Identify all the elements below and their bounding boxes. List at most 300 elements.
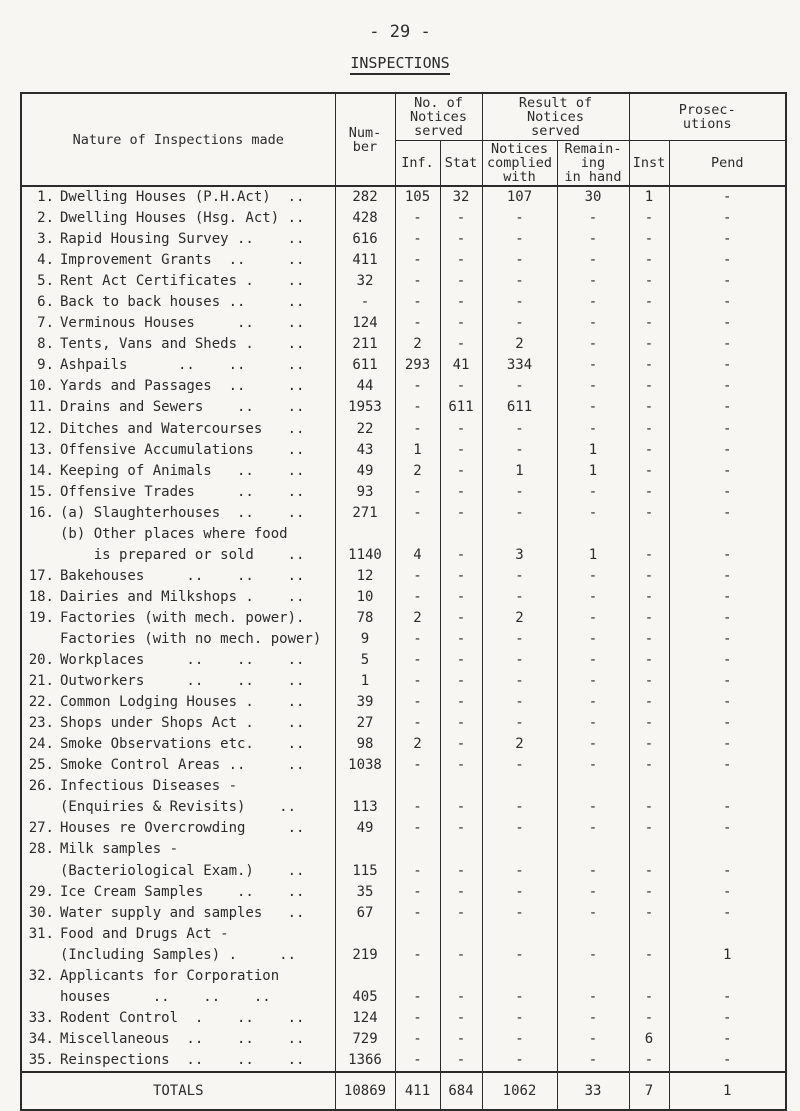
row-nature (21, 524, 335, 545)
row-pend: - (669, 419, 786, 440)
header-result-of-notices: Result of Notices served (482, 93, 629, 141)
title-text: INSPECTIONS (350, 54, 449, 75)
row-number: 98 (335, 734, 395, 755)
row-complied: - (482, 650, 557, 671)
row-remaining: - (557, 271, 629, 292)
row-nature (21, 650, 335, 671)
row-pend: - (669, 250, 786, 271)
row-stat: - (440, 734, 482, 755)
row-number: 39 (335, 692, 395, 713)
table-row (21, 587, 786, 608)
row-stat: 32 (440, 186, 482, 208)
row-label: Ditches and Watercourses .. (60, 420, 305, 437)
row-pend: - (669, 566, 786, 587)
row-remaining: - (557, 587, 629, 608)
row-number: 27 (335, 713, 395, 734)
row-complied: 2 (482, 734, 557, 755)
row-pend: - (669, 734, 786, 755)
row-number: 5 (335, 650, 395, 671)
row-nature (21, 229, 335, 250)
row-pend: - (669, 818, 786, 839)
row-complied: - (482, 1008, 557, 1029)
row-label: (Including Samples) . .. (60, 946, 297, 963)
row-index: 8. (37, 336, 54, 353)
row-inst: - (629, 587, 669, 608)
row-index: 11. (28, 399, 54, 416)
row-nature (21, 1008, 335, 1029)
header-stat: Stat (440, 141, 482, 187)
row-inst: - (629, 566, 669, 587)
row-inf (395, 524, 440, 545)
row-nature (21, 461, 335, 482)
row-label: Offensive Trades .. .. (60, 483, 305, 500)
row-nature (21, 419, 335, 440)
row-pend (669, 966, 786, 987)
row-stat: - (440, 229, 482, 250)
table-row (21, 608, 786, 629)
row-nature (21, 334, 335, 355)
row-remaining: - (557, 1050, 629, 1072)
row-nature (21, 629, 335, 650)
row-stat: - (440, 376, 482, 397)
row-nature (21, 587, 335, 608)
row-remaining: - (557, 1008, 629, 1029)
row-number: 49 (335, 818, 395, 839)
row-inst: - (629, 440, 669, 461)
row-inf: - (395, 987, 440, 1008)
row-number: 35 (335, 882, 395, 903)
row-remaining (557, 966, 629, 987)
row-index: 17. (28, 567, 54, 584)
row-complied: - (482, 755, 557, 776)
row-number: 44 (335, 376, 395, 397)
row-complied (482, 839, 557, 860)
row-inst: - (629, 271, 669, 292)
row-remaining: 1 (557, 461, 629, 482)
row-complied: - (482, 861, 557, 882)
row-inst: 6 (629, 1029, 669, 1050)
row-remaining: - (557, 229, 629, 250)
row-stat: - (440, 503, 482, 524)
row-inf: - (395, 376, 440, 397)
row-index: 35. (28, 1051, 54, 1068)
row-stat: - (440, 482, 482, 503)
row-number: 12 (335, 566, 395, 587)
row-inst: - (629, 818, 669, 839)
row-label: Offensive Accumulations .. (60, 441, 305, 458)
row-number: 211 (335, 334, 395, 355)
row-nature (21, 186, 335, 208)
row-inf: - (395, 945, 440, 966)
table-row (21, 671, 786, 692)
row-index: 27. (28, 820, 54, 837)
row-pend: - (669, 629, 786, 650)
row-pend: - (669, 755, 786, 776)
row-index: 30. (28, 904, 54, 921)
row-remaining: - (557, 987, 629, 1008)
row-pend (669, 524, 786, 545)
row-label: Smoke Control Areas .. .. (60, 757, 305, 774)
row-label: Outworkers .. .. .. (60, 673, 305, 690)
row-label: Dairies and Milkshops . .. (60, 588, 305, 605)
row-inf: - (395, 566, 440, 587)
row-nature (21, 692, 335, 713)
row-pend: - (669, 397, 786, 418)
row-remaining: - (557, 755, 629, 776)
row-number (335, 776, 395, 797)
row-label: Rodent Control . .. .. (60, 1009, 305, 1026)
row-nature (21, 566, 335, 587)
row-nature (21, 1050, 335, 1072)
row-inst: - (629, 608, 669, 629)
row-nature (21, 313, 335, 334)
row-remaining: - (557, 1029, 629, 1050)
row-label: houses .. .. .. (60, 988, 271, 1005)
row-pend: - (669, 587, 786, 608)
row-stat: - (440, 987, 482, 1008)
row-remaining: - (557, 713, 629, 734)
row-remaining: - (557, 250, 629, 271)
row-complied: - (482, 671, 557, 692)
row-complied: 107 (482, 186, 557, 208)
table-row (21, 397, 786, 418)
row-remaining: - (557, 797, 629, 818)
row-inf: - (395, 229, 440, 250)
row-nature (21, 1029, 335, 1050)
row-number (335, 966, 395, 987)
table-row (21, 713, 786, 734)
row-stat: - (440, 334, 482, 355)
row-label: Bakehouses .. .. .. (60, 567, 305, 584)
row-complied: - (482, 587, 557, 608)
row-inf (395, 924, 440, 945)
row-stat (440, 524, 482, 545)
row-nature (21, 482, 335, 503)
row-index: 10. (28, 378, 54, 395)
row-complied: - (482, 1029, 557, 1050)
table-row (21, 734, 786, 755)
row-stat: - (440, 629, 482, 650)
row-inst: - (629, 797, 669, 818)
row-index: 3. (37, 231, 54, 248)
row-complied: - (482, 419, 557, 440)
row-pend: - (669, 1029, 786, 1050)
table-row (21, 797, 786, 818)
table-row (21, 692, 786, 713)
row-stat: 611 (440, 397, 482, 418)
row-number: 616 (335, 229, 395, 250)
row-label: (a) Slaughterhouses .. .. (60, 504, 305, 521)
row-complied: - (482, 882, 557, 903)
row-number: 67 (335, 903, 395, 924)
row-number: 219 (335, 945, 395, 966)
row-index: 22. (28, 694, 54, 711)
row-stat: - (440, 797, 482, 818)
row-remaining: - (557, 945, 629, 966)
row-number: 1366 (335, 1050, 395, 1072)
row-index: 25. (28, 757, 54, 774)
row-remaining: - (557, 566, 629, 587)
row-stat: - (440, 271, 482, 292)
row-pend: - (669, 208, 786, 229)
row-nature (21, 903, 335, 924)
row-number: 9 (335, 629, 395, 650)
table-row (21, 271, 786, 292)
row-remaining: 30 (557, 186, 629, 208)
row-number: 405 (335, 987, 395, 1008)
row-complied: - (482, 292, 557, 313)
row-remaining (557, 776, 629, 797)
row-label: Factories (with mech. power). (60, 609, 305, 626)
row-complied (482, 924, 557, 945)
row-index: 13. (28, 441, 54, 458)
table-row (21, 987, 786, 1008)
row-index: 7. (37, 315, 54, 332)
row-label: Milk samples - (60, 841, 179, 858)
row-index: 21. (28, 673, 54, 690)
row-inst (629, 924, 669, 945)
table-row (21, 650, 786, 671)
row-nature (21, 208, 335, 229)
row-stat: - (440, 818, 482, 839)
row-label: Rent Act Certificates . .. (60, 273, 305, 290)
header-number: Num- ber (335, 93, 395, 186)
row-inst: - (629, 545, 669, 566)
row-remaining: - (557, 355, 629, 376)
row-nature (21, 271, 335, 292)
table-row (21, 250, 786, 271)
row-inf: - (395, 208, 440, 229)
row-remaining: - (557, 313, 629, 334)
row-inst: - (629, 376, 669, 397)
table-header (21, 93, 786, 186)
row-inf: 2 (395, 334, 440, 355)
row-complied (482, 524, 557, 545)
row-number: 1038 (335, 755, 395, 776)
row-pend: - (669, 545, 786, 566)
row-inst: - (629, 482, 669, 503)
row-number: 43 (335, 440, 395, 461)
row-pend: - (669, 608, 786, 629)
row-inst: - (629, 397, 669, 418)
row-remaining: - (557, 903, 629, 924)
row-inf: 2 (395, 734, 440, 755)
row-complied: - (482, 229, 557, 250)
table-row (21, 545, 786, 566)
row-pend: - (669, 987, 786, 1008)
row-stat: - (440, 1029, 482, 1050)
row-index: 20. (28, 652, 54, 669)
row-pend: - (669, 797, 786, 818)
table-row (21, 461, 786, 482)
row-stat: 41 (440, 355, 482, 376)
row-complied: 3 (482, 545, 557, 566)
row-inf: - (395, 818, 440, 839)
row-index: 23. (28, 715, 54, 732)
row-inf: - (395, 755, 440, 776)
row-remaining: 1 (557, 545, 629, 566)
table-row (21, 186, 786, 208)
row-index: 12. (28, 420, 54, 437)
totals-stat: 684 (440, 1072, 482, 1110)
row-label: (Enquiries & Revisits) .. (60, 799, 297, 816)
row-inst: - (629, 208, 669, 229)
row-number: 93 (335, 482, 395, 503)
table-row (21, 208, 786, 229)
row-nature (21, 503, 335, 524)
row-stat: - (440, 861, 482, 882)
row-complied: - (482, 271, 557, 292)
row-stat (440, 966, 482, 987)
row-number: 729 (335, 1029, 395, 1050)
row-complied: 334 (482, 355, 557, 376)
row-nature (21, 882, 335, 903)
row-complied: - (482, 903, 557, 924)
row-inf: - (395, 397, 440, 418)
row-complied: - (482, 713, 557, 734)
row-inf: - (395, 271, 440, 292)
row-complied: - (482, 376, 557, 397)
row-inf: - (395, 629, 440, 650)
row-index: 1. (37, 189, 54, 206)
row-number: 49 (335, 461, 395, 482)
row-nature (21, 734, 335, 755)
row-label: Keeping of Animals .. .. (60, 462, 305, 479)
row-inst: - (629, 1008, 669, 1029)
row-complied: - (482, 692, 557, 713)
row-label: Miscellaneous .. .. .. (60, 1030, 305, 1047)
table-row (21, 1029, 786, 1050)
row-nature (21, 924, 335, 945)
row-nature (21, 355, 335, 376)
row-index: 19. (28, 609, 54, 626)
inspections-table (20, 92, 787, 1111)
row-pend: - (669, 903, 786, 924)
row-index: 29. (28, 883, 54, 900)
row-label: Houses re Overcrowding .. (60, 820, 305, 837)
row-inst: - (629, 882, 669, 903)
row-inf: - (395, 1029, 440, 1050)
row-label: Common Lodging Houses . .. (60, 694, 305, 711)
row-label: (Bacteriological Exam.) .. (60, 862, 305, 879)
row-remaining (557, 839, 629, 860)
row-pend: - (669, 482, 786, 503)
row-label: Food and Drugs Act - (60, 925, 229, 942)
row-inst: - (629, 503, 669, 524)
table-row (21, 966, 786, 987)
row-number: 124 (335, 1008, 395, 1029)
row-inst: 1 (629, 186, 669, 208)
header-remaining: Remain- ing in hand (557, 141, 629, 187)
row-inf: - (395, 903, 440, 924)
row-complied: 2 (482, 334, 557, 355)
row-inf: - (395, 692, 440, 713)
row-inst: - (629, 755, 669, 776)
row-inf: - (395, 250, 440, 271)
row-label: (b) Other places where food (60, 525, 288, 542)
row-stat: - (440, 292, 482, 313)
row-inst: - (629, 292, 669, 313)
row-label: Improvement Grants .. .. (60, 252, 305, 269)
row-inst: - (629, 861, 669, 882)
row-nature (21, 776, 335, 797)
row-remaining: - (557, 692, 629, 713)
row-pend: 1 (669, 945, 786, 966)
table-footer (21, 1072, 786, 1110)
row-index: 4. (37, 252, 54, 269)
row-nature (21, 861, 335, 882)
table-body (21, 186, 786, 1072)
page-title (0, 54, 800, 72)
row-stat: - (440, 440, 482, 461)
table-row (21, 503, 786, 524)
row-remaining: - (557, 734, 629, 755)
row-inf: - (395, 650, 440, 671)
row-inf: - (395, 861, 440, 882)
table-row (21, 861, 786, 882)
row-index: 6. (37, 294, 54, 311)
row-label: Ashpails .. .. .. (60, 357, 305, 374)
table-row (21, 818, 786, 839)
row-remaining: - (557, 671, 629, 692)
row-label: Tents, Vans and Sheds . .. (60, 336, 305, 353)
row-remaining: - (557, 419, 629, 440)
row-inst: - (629, 650, 669, 671)
table-row (21, 524, 786, 545)
row-inf (395, 839, 440, 860)
row-stat: - (440, 419, 482, 440)
row-pend: - (669, 671, 786, 692)
row-inf: 4 (395, 545, 440, 566)
table-row (21, 482, 786, 503)
row-stat (440, 776, 482, 797)
row-nature (21, 376, 335, 397)
row-stat (440, 839, 482, 860)
row-inst: - (629, 713, 669, 734)
row-nature (21, 818, 335, 839)
row-pend: - (669, 229, 786, 250)
row-number (335, 924, 395, 945)
row-complied: - (482, 313, 557, 334)
row-index: 24. (28, 736, 54, 753)
row-inf: 105 (395, 186, 440, 208)
row-number: 428 (335, 208, 395, 229)
row-stat: - (440, 608, 482, 629)
row-number: 271 (335, 503, 395, 524)
row-remaining: - (557, 376, 629, 397)
row-complied: - (482, 503, 557, 524)
row-number: 32 (335, 271, 395, 292)
row-remaining: - (557, 397, 629, 418)
row-complied (482, 776, 557, 797)
row-complied: - (482, 629, 557, 650)
header-inf: Inf. (395, 141, 440, 187)
row-inf (395, 966, 440, 987)
table-row (21, 945, 786, 966)
row-remaining: - (557, 482, 629, 503)
row-number (335, 839, 395, 860)
row-inf: - (395, 587, 440, 608)
row-nature (21, 545, 335, 566)
row-nature (21, 440, 335, 461)
row-remaining (557, 924, 629, 945)
row-remaining (557, 524, 629, 545)
header-pend: Pend (669, 141, 786, 187)
row-label: Smoke Observations etc. .. (60, 736, 305, 753)
row-label: Drains and Sewers .. .. (60, 399, 305, 416)
row-complied: - (482, 566, 557, 587)
row-inst: - (629, 461, 669, 482)
